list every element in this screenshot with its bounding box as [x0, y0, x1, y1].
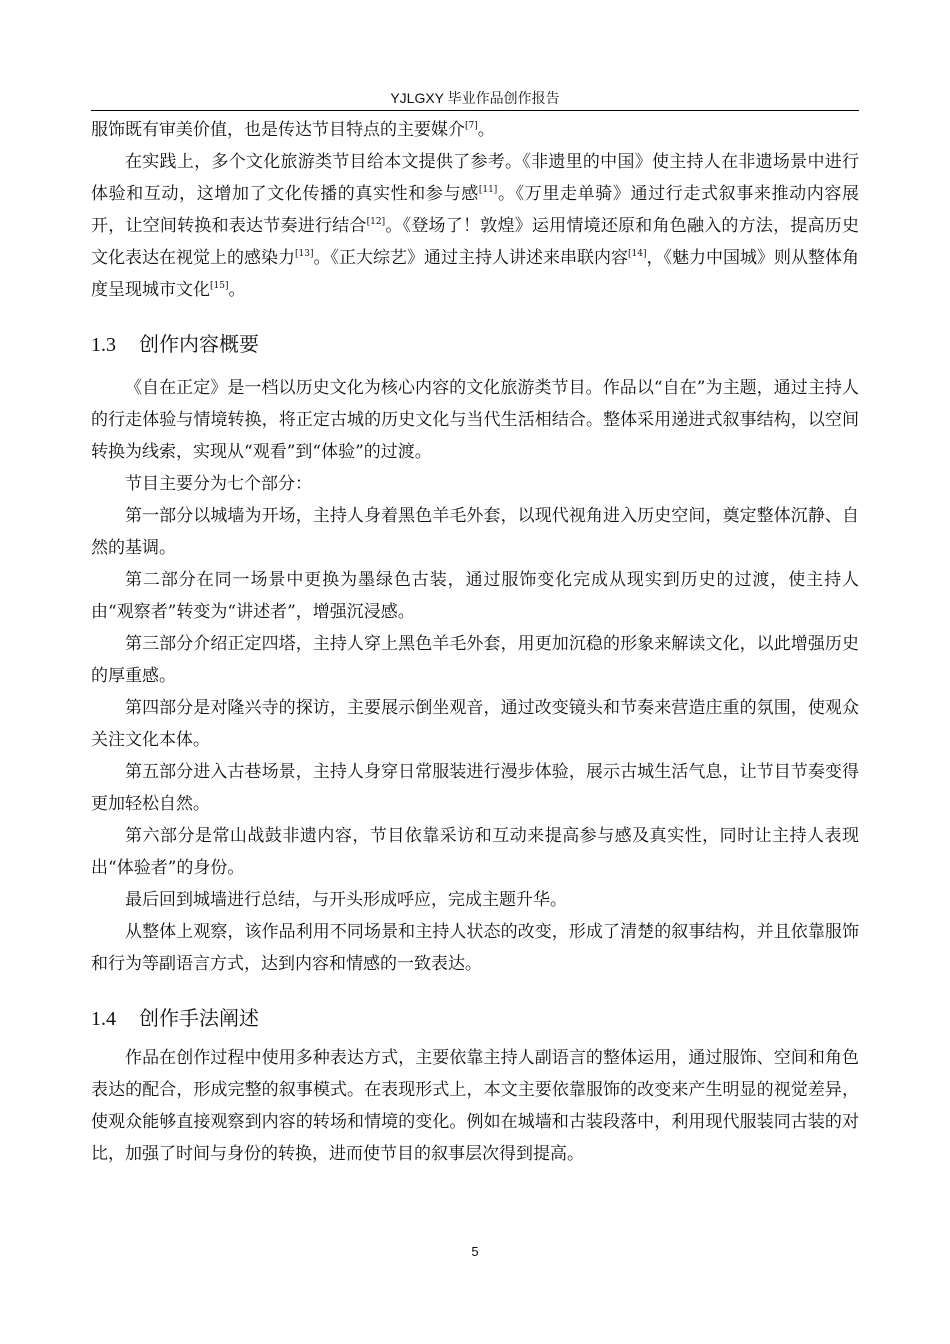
header-title: YJLGXY 毕业作品创作报告 [390, 90, 560, 106]
citation: [13] [295, 249, 314, 259]
document-body [91, 114, 859, 1170]
paragraph: 节目主要分为七个部分： [125, 474, 312, 494]
page-header [91, 88, 859, 111]
citation: [7] [465, 121, 478, 131]
section-number: 1.3 [91, 334, 116, 356]
citation: [11] [478, 185, 498, 195]
section-heading-1-4 [91, 1004, 859, 1034]
paragraph: 最后回到城墙进行总结，与开头形成呼应，完成主题升华。 [125, 890, 567, 910]
citation: [14] [628, 249, 647, 259]
paragraph: 第三部分介绍正定四塔，主持人穿上黑色羊毛外套，用更加沉稳的形象来解读文化，以此增强历史的厚重感。 [91, 634, 859, 686]
section-heading-1-3 [91, 330, 859, 360]
page-number: 5 [471, 1244, 479, 1259]
citation: [12] [366, 217, 386, 227]
paragraph: 第五部分进入古巷场景，主持人身穿日常服装进行漫步体验，展示古城生活气息，让节目节奏变得更加轻松自然。 [91, 762, 859, 814]
paragraph: 第四部分是对隆兴寺的探访，主要展示倒坐观音，通过改变镜头和节奏来营造庄重的氛围，使观众关注文化本体。 [91, 698, 859, 750]
paragraph: 作品在创作过程中使用多种表达方式，主要依靠主持人副语言的整体运用，通过服饰、空间和角色表达的配合，形成完整的叙事模式。在表现形式上，本文主要依靠服饰的改变来产生明显的视觉差异，使观众能够直接观察到内容的转场和情境的变化。例如在城墙和古装段落中，利用现代服装同古装的对比，加强了时间与身份的转换，进而使节目的叙事层次得到提高。 [91, 1048, 859, 1164]
paragraph: 第二部分在同一场景中更换为墨绿色古装，通过服饰变化完成从现实到历史的过渡，使主持人由“观察者”转变为“讲述者”，增强沉浸感。 [91, 570, 859, 622]
references-paragraph: 在实践上，多个文化旅游类节目给本文提供了参考。《非遗里的中国》使主持人在非遗场景中进行体验和互动，这增加了文化传播的真实性和参与感[11]。《万里走单骑》通过行走式叙事来推动内容展开，让空间转换和表达节奏进行结合[12]。《登场了！敦煌》运用情境还原和角色融入的方法，提高历史文化表达在视觉上的感染力[13]。《正大综艺》通过主持人讲述来串联内容[14]，《魅力中国城》则从整体角度呈现城市文化[15]。 [91, 152, 860, 300]
paragraph: 第一部分以城墙为开场，主持人身着黑色羊毛外套，以现代视角进入历史空间，奠定整体沉静、自然的基调。 [91, 506, 859, 558]
paragraph: 第六部分是常山战鼓非遗内容，节目依靠采访和互动来提高参与感及真实性，同时让主持人表现出“体验者”的身份。 [91, 826, 859, 878]
paragraph: 从整体上观察，该作品利用不同场景和主持人状态的改变，形成了清楚的叙事结构，并且依靠服饰和行为等副语言方式，达到内容和情感的一致表达。 [91, 922, 859, 974]
section-title: 创作手法阐述 [139, 1008, 259, 1030]
section-title: 创作内容概要 [139, 334, 259, 356]
section-number: 1.4 [91, 1008, 116, 1030]
citation: [15] [210, 281, 229, 291]
continued-paragraph: 服饰既有审美价值，也是传达节目特点的主要媒介[7]。 [91, 120, 495, 140]
paragraph: 《自在正定》是一档以历史文化为核心内容的文化旅游类节目。作品以“自在”为主题，通过主持人的行走体验与情境转换，将正定古城的历史文化与当代生活相结合。整体采用递进式叙事结构，以空间转换为线索，实现从“观看”到“体验”的过渡。 [91, 378, 859, 462]
